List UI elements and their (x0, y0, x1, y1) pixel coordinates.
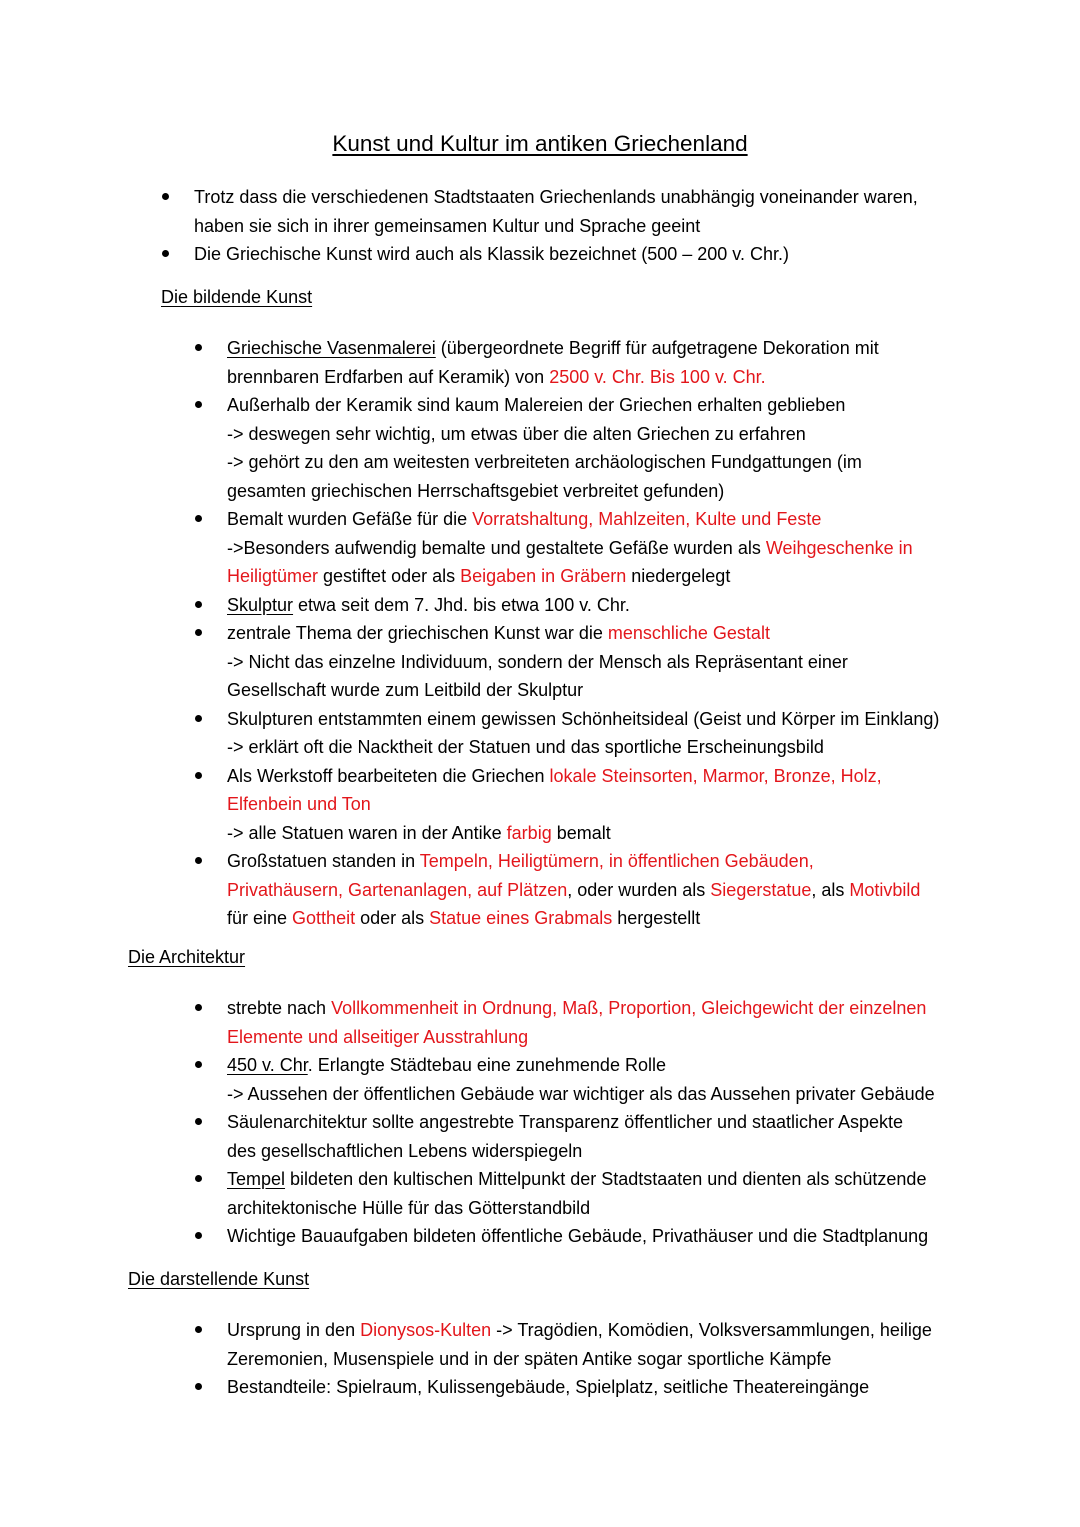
section-list-architektur (193, 994, 963, 1251)
text-line (227, 534, 963, 563)
text-segment: -> Nicht das einzelne Individuum, sondern der Mensch als Repräsentant einer (227, 651, 848, 672)
text-segment: Zeremonien, Musenspiele und in der späten Antike sogar sportliche Kämpfe (227, 1348, 832, 1369)
list-item (193, 1222, 963, 1251)
list-item (193, 847, 963, 933)
section-heading-bildende-kunst: Die bildende Kunst (161, 287, 313, 307)
text-line (227, 1137, 963, 1166)
highlighted-text: Weihgeschenke in (765, 537, 913, 558)
text-segment: -> gehört zu den am weitesten verbreiteten archäologischen Fundgattungen (im (227, 452, 862, 472)
text-segment: niedergelegt (626, 566, 731, 586)
list-item (193, 334, 963, 391)
text-segment: bildeten den kultischen Mittelpunkt der Stadtstaaten und dienten als schützende (285, 1169, 927, 1189)
page-title: Kunst und Kultur im antiken Griechenland (332, 131, 748, 156)
text-segment: oder als (355, 908, 430, 928)
text-line (227, 448, 963, 477)
list-item (193, 762, 963, 848)
list-item (160, 240, 960, 269)
list-item (193, 505, 963, 591)
section-list-darstellende-kunst (193, 1316, 963, 1402)
highlighted-text: Vollkommenheit in Ordnung, Maß, Proportion, Gleichgewicht der einzelnen (331, 998, 927, 1018)
text-line (227, 477, 963, 506)
text-line (227, 733, 963, 762)
text-segment: gestiftet oder als (318, 566, 461, 586)
text-line (227, 1165, 963, 1194)
list-item (193, 705, 963, 762)
list-item (193, 619, 963, 705)
text-segment: . Erlangte Städtebau eine zunehmende Rolle (307, 1055, 666, 1075)
text-line (227, 391, 963, 420)
highlighted-text: Privathäusern, Gartenanlagen, auf Plätzen (227, 879, 568, 900)
underlined-term: Skulptur (227, 594, 294, 615)
text-line (227, 363, 963, 392)
list-item (193, 391, 963, 505)
text-segment: bemalt (551, 822, 611, 843)
text-segment: gesamten griechischen Herrschaftsgebiet verbreitet gefunden) (227, 480, 725, 501)
highlighted-text: farbig (506, 822, 552, 843)
highlighted-text: Beigaben in Gräbern (460, 566, 627, 586)
text-line (227, 1051, 963, 1080)
text-segment: ->Besonders aufwendig bemalte und gestaltete Gefäße wurden als (227, 537, 766, 558)
text-line (227, 505, 963, 534)
list-item (160, 183, 960, 240)
text-line (227, 1222, 963, 1251)
highlighted-text: 2500 v. Chr. Bis 100 v. Chr. (549, 366, 766, 387)
underlined-term: Tempel (227, 1169, 286, 1189)
text-segment: zentrale Thema der griechischen Kunst war die (227, 623, 608, 643)
text-line (227, 1316, 963, 1345)
text-segment: haben sie sich in ihrer gemeinsamen Kultur und Sprache geeint (194, 215, 701, 236)
text-segment: Trotz dass die verschiedenen Stadtstaaten Griechenlands unabhängig voneinander waren, (194, 187, 918, 207)
text-segment: , als (811, 879, 850, 900)
text-line (227, 619, 963, 648)
list-item (193, 994, 963, 1051)
text-segment: Säulenarchitektur sollte angestrebte Transparenz öffentlicher und staatlicher Aspekte (227, 1112, 904, 1132)
text-line (227, 1194, 963, 1223)
text-line (227, 1080, 963, 1109)
text-segment: Gesellschaft wurde zum Leitbild der Skulptur (227, 680, 584, 700)
underlined-term: 450 v. Chr (227, 1055, 308, 1075)
highlighted-text: Elemente und allseitiger Ausstrahlung (227, 1026, 529, 1047)
text-segment: Ursprung in den (227, 1320, 361, 1340)
text-line (227, 676, 963, 705)
list-item (193, 1373, 963, 1402)
underlined-term: Griechische Vasenmalerei (227, 338, 436, 358)
text-line (227, 334, 963, 363)
text-segment: Außerhalb der Keramik sind kaum Malereien der Griechen erhalten geblieben (227, 395, 846, 415)
list-item (193, 1316, 963, 1373)
text-segment: Die Griechische Kunst wird auch als Klassik bezeichnet (500 – 200 v. Chr.) (194, 244, 789, 264)
text-segment: -> erklärt oft die Nacktheit der Statuen und das sportliche Erscheinungsbild (227, 737, 824, 757)
text-line (227, 847, 963, 876)
text-segment: strebte nach (227, 998, 332, 1018)
highlighted-text: Gottheit (292, 908, 356, 928)
text-line (227, 562, 963, 591)
text-segment: des gesellschaftlichen Lebens widerspiegeln (227, 1140, 583, 1161)
text-segment: brennbaren Erdfarben auf Keramik) von (227, 366, 550, 387)
text-line (227, 819, 963, 848)
section-list-bildende-kunst (193, 334, 963, 933)
text-line (227, 762, 963, 791)
list-item (193, 1108, 963, 1165)
intro-list (160, 183, 960, 269)
highlighted-text: lokale Steinsorten, Marmor, Bronze, Holz, (549, 765, 882, 786)
text-segment: -> Tragödien, Komödien, Volksversammlungen, heilige (491, 1320, 932, 1340)
section-heading-architektur: Die Architektur (128, 947, 246, 967)
text-line (227, 876, 963, 905)
text-line (227, 904, 963, 933)
text-segment: architektonische Hülle für das Götterstandbild (227, 1197, 591, 1218)
section-heading-darstellende-kunst: Die darstellende Kunst (128, 1269, 310, 1289)
text-line (227, 705, 963, 734)
text-segment: Als Werkstoff bearbeiteten die Griechen (227, 765, 550, 786)
highlighted-text: Dionysos-Kulten (360, 1320, 492, 1340)
text-line (227, 994, 963, 1023)
text-segment: für eine (227, 908, 293, 928)
text-segment: Skulpturen entstammten einem gewissen Schönheitsideal (Geist und Körper im Einklang) (227, 708, 940, 729)
text-line (227, 591, 963, 620)
text-line (227, 1023, 963, 1052)
text-line (227, 1373, 963, 1402)
highlighted-text: Siegerstatue (710, 879, 812, 900)
highlighted-text: Vorratshaltung, Mahlzeiten, Kulte und Feste (472, 509, 822, 529)
list-item (193, 591, 963, 620)
highlighted-text: Elfenbein und Ton (227, 794, 371, 814)
list-item (193, 1165, 963, 1222)
text-line (227, 420, 963, 449)
text-line (227, 1108, 963, 1137)
text-line (227, 648, 963, 677)
text-line (194, 183, 960, 212)
text-segment: Bemalt wurden Gefäße für die (227, 509, 473, 529)
text-segment: Wichtige Bauaufgaben bildeten öffentliche Gebäude, Privathäuser und die Stadtplanung (227, 1226, 929, 1246)
text-segment: -> deswegen sehr wichtig, um etwas über die alten Griechen zu erfahren (227, 423, 806, 444)
list-item (193, 1051, 963, 1108)
text-segment: Bestandteile: Spielraum, Kulissengebäude, Spielplatz, seitliche Theatereingänge (227, 1377, 870, 1397)
text-segment: Großstatuen standen in (227, 851, 420, 871)
highlighted-text: Heiligtümer (227, 566, 319, 586)
text-segment: (übergeordnete Begriff für aufgetragene Dekoration mit (435, 338, 879, 358)
text-segment: hergestellt (612, 908, 701, 928)
text-line (194, 212, 960, 241)
highlighted-text: Motivbild (849, 879, 921, 900)
highlighted-text: Tempeln, Heiligtümern, in öffentlichen Gebäuden, (419, 851, 814, 871)
text-segment: -> alle Statuen waren in der Antike (227, 822, 507, 843)
highlighted-text: menschliche Gestalt (607, 623, 770, 643)
highlighted-text: Statue eines Grabmals (429, 908, 613, 928)
text-segment: , oder wurden als (567, 879, 711, 900)
text-segment: -> Aussehen der öffentlichen Gebäude war wichtiger als das Aussehen privater Gebäude (227, 1083, 935, 1104)
text-line (227, 1345, 963, 1374)
text-line (194, 240, 960, 269)
text-segment: etwa seit dem 7. Jhd. bis etwa 100 v. Chr. (293, 594, 630, 615)
text-line (227, 790, 963, 819)
